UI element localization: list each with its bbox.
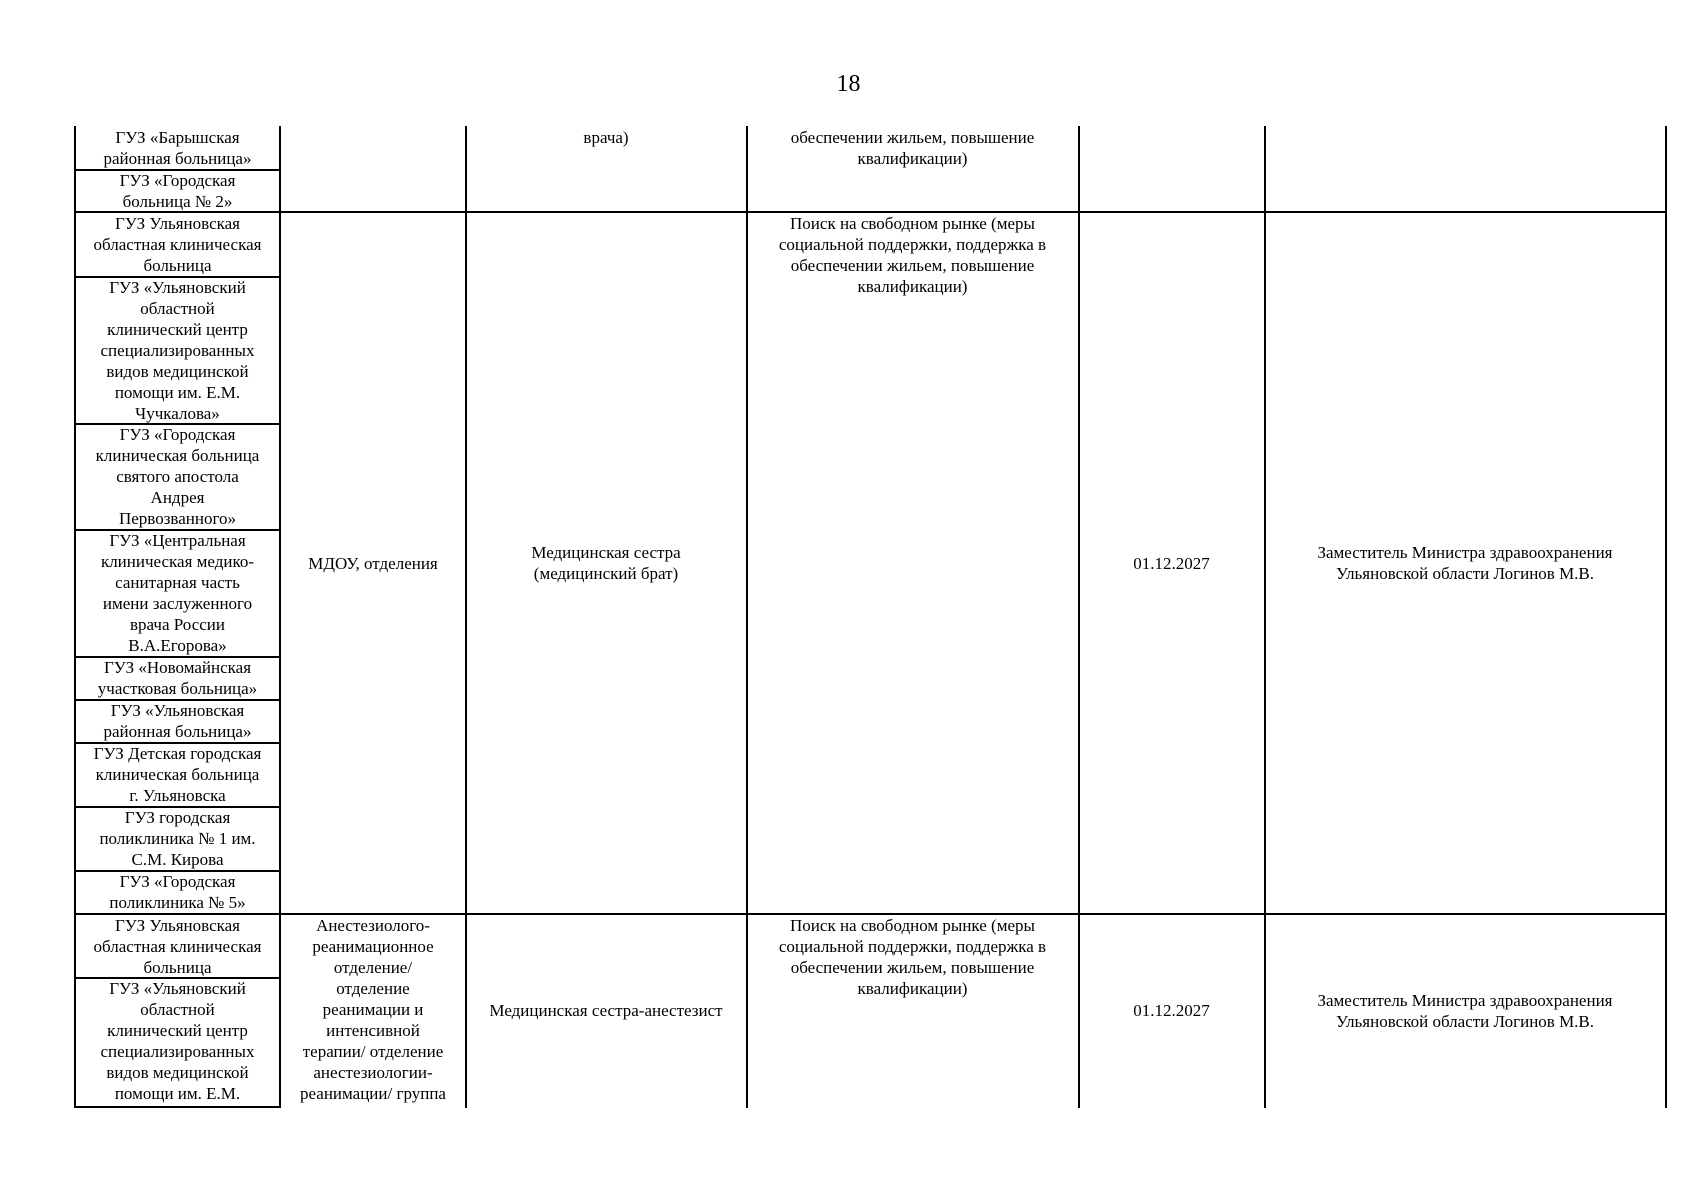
measures-cell: Поиск на свободном рынке (меры социальной поддержки, поддержка в обеспечении жильем, повышение квалификации) xyxy=(778,916,1047,998)
org-cell: ГУЗ «Ульяновский областной клинический центр специализированных видов медицинской помощи им. Е.М. Чучкалова» xyxy=(100,278,255,423)
org-cell: ГУЗ «Ульяновская районная больница» xyxy=(103,701,252,741)
position-cell: Медицинская сестра-анестезист xyxy=(489,1001,723,1020)
position-cell: Медицинская сестра (медицинский брат) xyxy=(531,543,681,583)
measures-cell: Поиск на свободном рынке (меры социальной поддержки, поддержка в обеспечении жильем, повышение квалификации) xyxy=(778,214,1047,296)
measures-cell: обеспечении жильем, повышение квалификации) xyxy=(790,128,1035,168)
org-cell: ГУЗ Ульяновская областная клиническая больница xyxy=(93,214,262,275)
org-cell: ГУЗ городская поликлиника № 1 им. С.М. Кирова xyxy=(99,808,256,869)
org-cell: ГУЗ «Барышская районная больница» xyxy=(103,128,252,168)
org-cell: ГУЗ Ульяновская областная клиническая больница xyxy=(93,916,262,977)
page-number: 18 xyxy=(836,71,861,97)
responsible-cell: Заместитель Министра здравоохранения Ульяновской области Логинов М.В. xyxy=(1317,990,1613,1031)
responsible-cell: Заместитель Министра здравоохранения Ульяновской области Логинов М.В. xyxy=(1317,543,1613,583)
org-cell: ГУЗ «Ульяновский областной клинический центр специализированных видов медицинской помощи им. Е.М. xyxy=(100,979,255,1103)
date-cell: 01.12.2027 xyxy=(1133,1001,1210,1020)
org-cell: ГУЗ «Центральная клиническая медико- санитарная часть имени заслуженного врача России В.А.Егорова» xyxy=(100,531,255,655)
org-cell: ГУЗ Детская городская клиническая больница г. Ульяновска xyxy=(93,744,262,805)
unit-cell: МДОУ, отделения xyxy=(308,553,438,573)
org-cell: ГУЗ «Городская клиническая больница святого апостола Андрея Первозванного» xyxy=(95,425,260,528)
org-cell: ГУЗ «Новомайнская участковая больница» xyxy=(97,658,258,698)
unit-cell: Анестезиолого- реанимационное отделение/ отделение реанимации и интенсивной терапии/ отделение анестезиологии- реанимации/ группа xyxy=(300,916,446,1103)
position-cell: врача) xyxy=(583,128,629,147)
date-cell: 01.12.2027 xyxy=(1133,553,1210,573)
org-cell: ГУЗ «Городская поликлиника № 5» xyxy=(109,872,246,912)
org-cell: ГУЗ «Городская больница № 2» xyxy=(119,171,236,211)
